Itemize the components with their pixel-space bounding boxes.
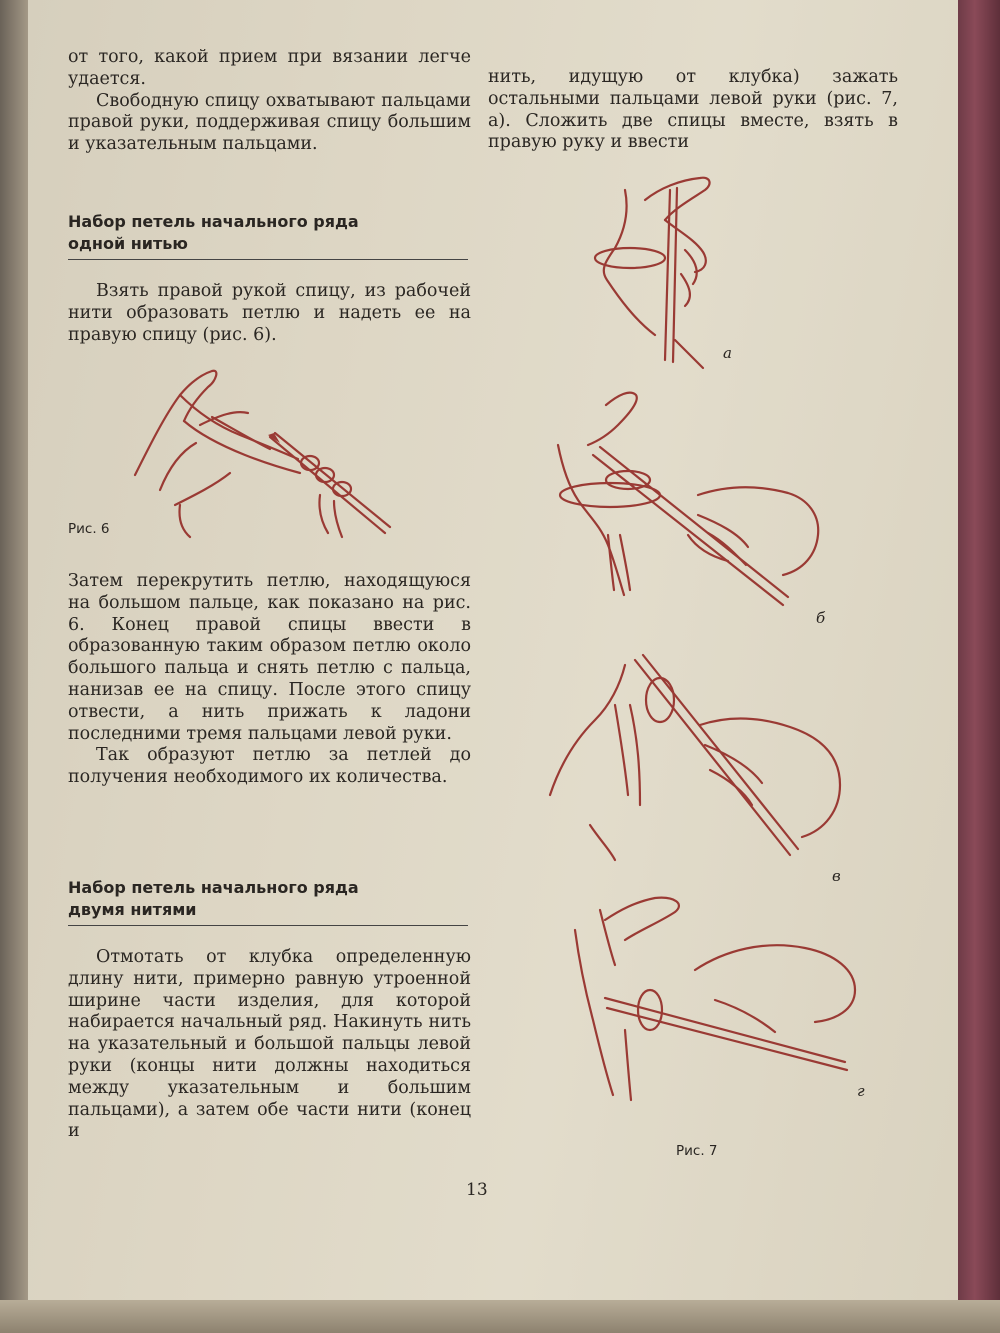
figure-7a-label: а: [723, 344, 732, 362]
figure-7a-illustration: [585, 170, 755, 380]
heading-line-1: Набор петель начального ряда: [68, 212, 359, 231]
left-column-top: [68, 47, 471, 156]
heading-line-2: одной нитью: [68, 234, 188, 253]
figure-7c-illustration: [540, 645, 850, 895]
paragraph-continued-right: нить, идущую от клубка) зажать остальными пальцами левой руки (рис. 7, а). Сложить две спицы вместе, взять в правую руку и ввести: [488, 67, 898, 153]
figure-7b-label: б: [816, 609, 826, 627]
book-cover-edge: [958, 0, 1000, 1333]
paragraph-block-fig6-intro: [68, 281, 471, 346]
page-gutter-shadow: [0, 0, 30, 1333]
figure-7b-illustration: [548, 385, 838, 635]
figure-7c-label: в: [832, 867, 841, 885]
paragraph-twist-loop: Затем перекрутить петлю, находящуюся на большом пальце, как показано на рис. 6. Конец правой спицы ввести в образованную таким образом петлю около большого пальца и снять петлю с пальца, нанизав ее на спицу. После этого спицу отвести, а нить прижать к ладони последними тремя пальцами левой руки.: [68, 571, 471, 744]
paragraph-loop-by-loop: Так образуют петлю за петлей до получения необходимого их количества.: [68, 745, 471, 788]
figure-7d-illustration: [565, 890, 865, 1110]
section-heading-one-thread: [68, 211, 471, 260]
section-heading-two-threads: [68, 877, 471, 926]
paragraph-free-needle: Свободную спицу охватывают пальцами правой руки, поддерживая спицу большим и указательным пальцами.: [68, 90, 471, 155]
paragraph-continued: от того, какой прием при вязании легче удается.: [68, 47, 471, 89]
figure-6-illustration: [120, 355, 410, 545]
paragraph-unwind-thread: Отмотать от клубка определенную длину нити, примерно равную утроенной ширине части изделия, для которой набирается начальный ряд. Накинуть нить на указательный и большой пальцы левой руки (концы нити должны находиться между указательным и большим пальцами), а затем обе части нити (конец и: [68, 947, 471, 1142]
heading-rule: [68, 259, 468, 260]
page-number: 13: [466, 1180, 488, 1200]
heading-rule: [68, 925, 468, 926]
paragraph-block-two-threads: [68, 947, 471, 1143]
paragraph-block-twist: [68, 571, 471, 789]
figure-6-caption: Рис. 6: [68, 521, 110, 537]
page-bottom-edge: [0, 1300, 1000, 1333]
paragraph-take-needle: Взять правой рукой спицу, из рабочей нити образовать петлю и надеть ее на правую спицу (рис. 6).: [68, 281, 471, 345]
heading-line-2: двумя нитями: [68, 900, 197, 919]
figure-7d-label: г: [857, 1082, 865, 1100]
right-column-top: [488, 67, 898, 154]
heading-line-1: Набор петель начального ряда: [68, 878, 359, 897]
figure-7-caption: Рис. 7: [676, 1143, 718, 1159]
